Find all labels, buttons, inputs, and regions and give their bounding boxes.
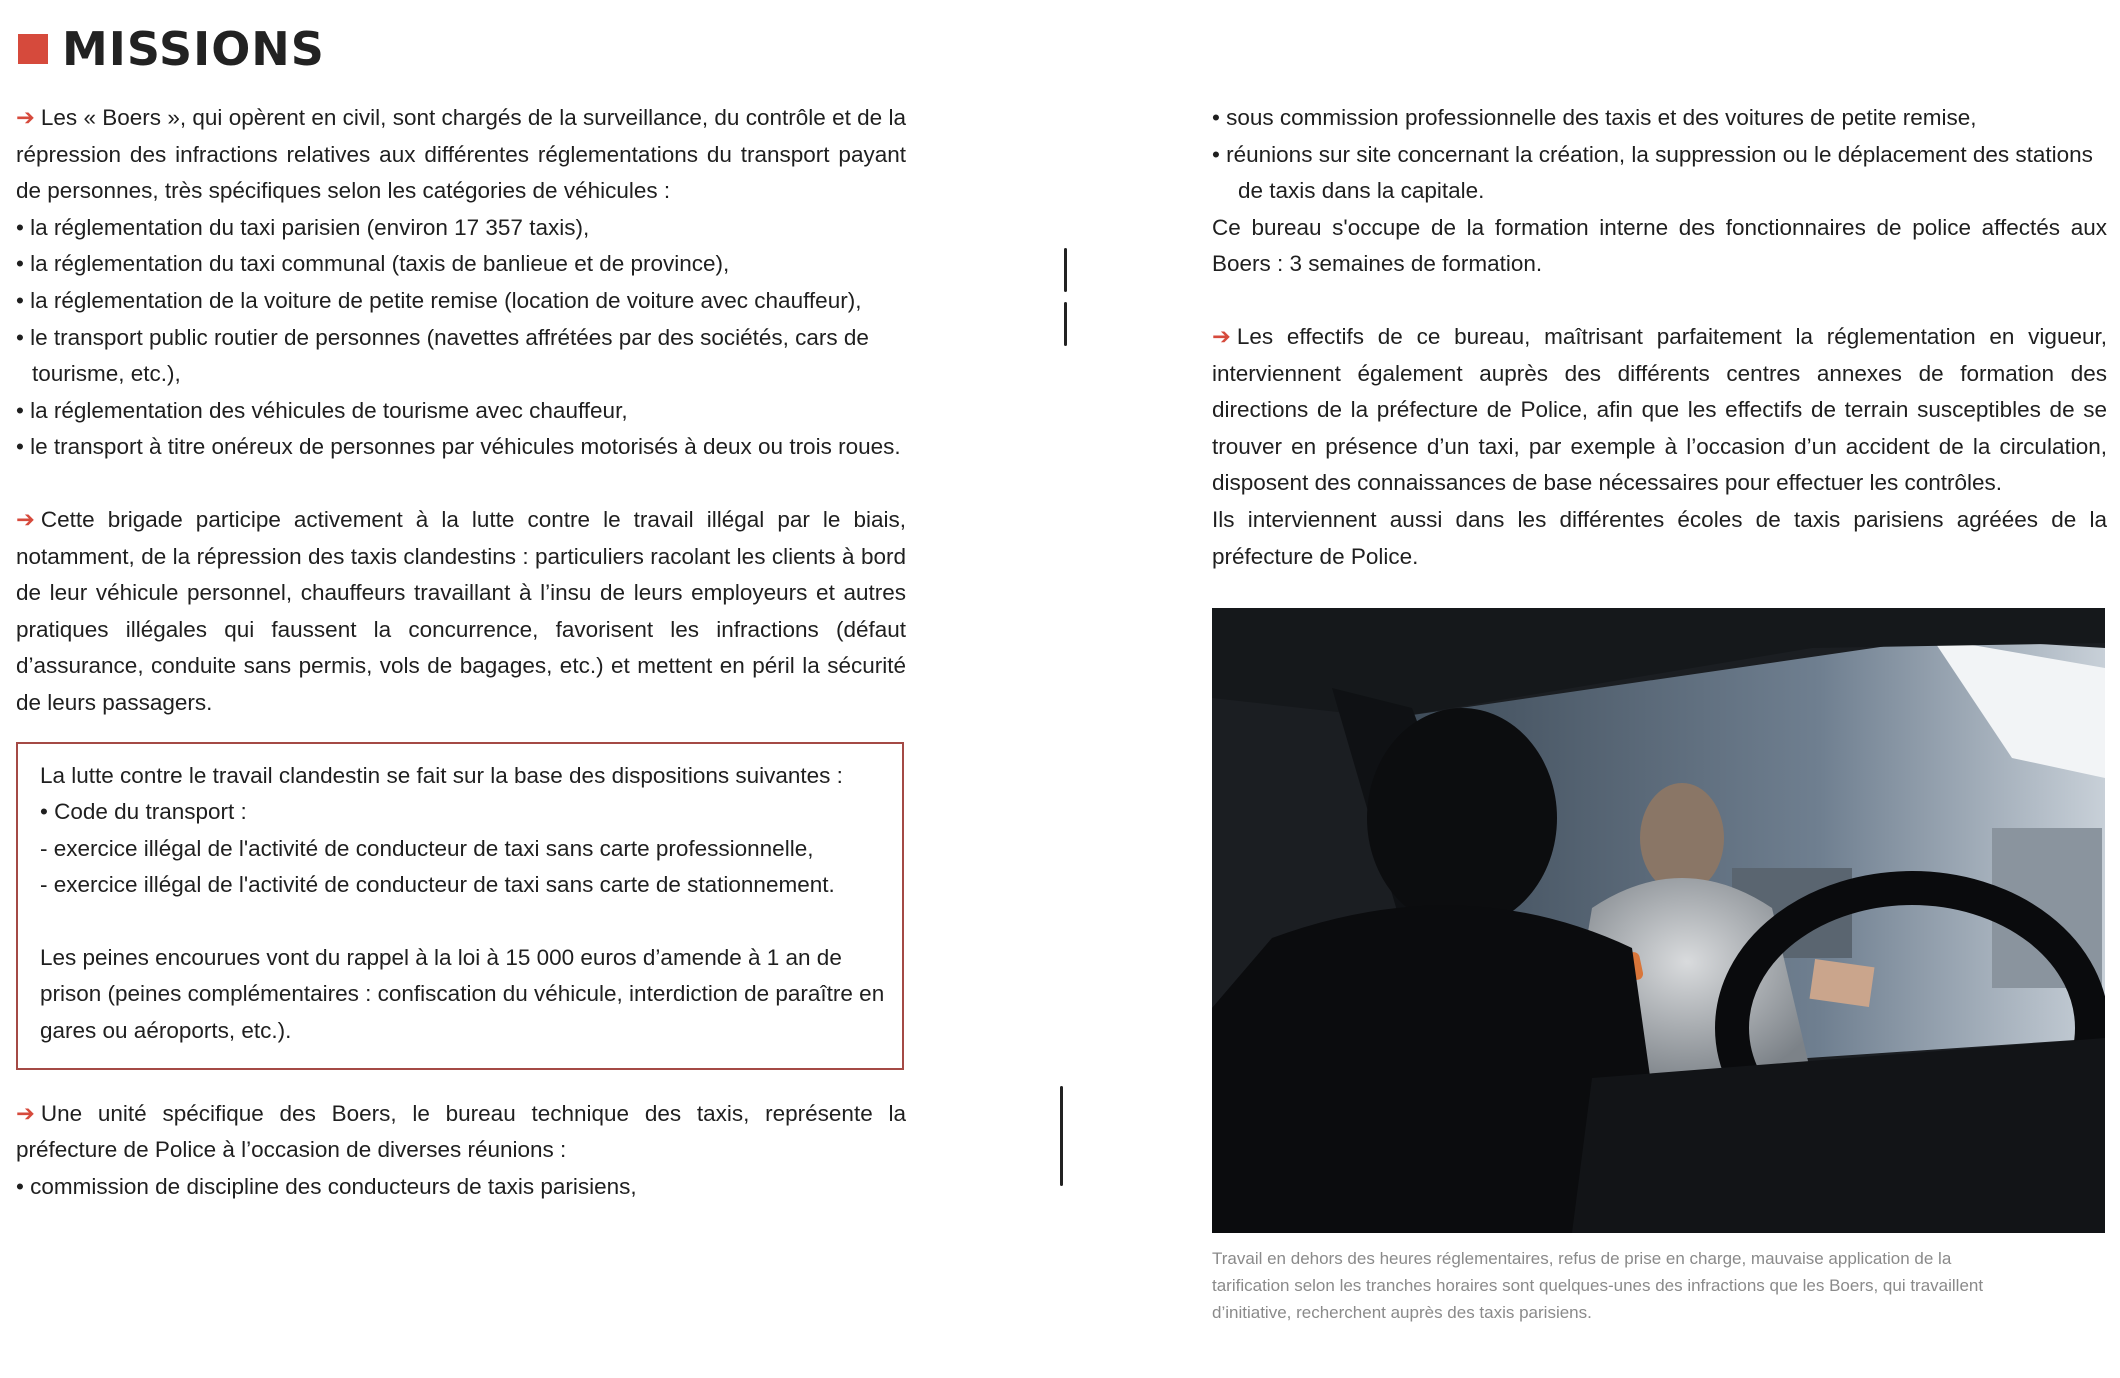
arrow-icon: ➔ <box>1212 323 1231 349</box>
list-item: • sous commission professionnelle des taxis et des voitures de petite remise, <box>1212 100 2107 137</box>
list-item: - exercice illégal de l'activité de conducteur de taxi sans carte professionnelle, <box>40 835 814 861</box>
title-square-icon <box>18 34 48 64</box>
box-penalties: Les peines encourues vont du rappel à la loi à 15 000 euros d’amende à 1 an de prison (peines complémentaires : confiscation du véhicule, interdiction de paraître en gares ou aéroports, etc.). <box>40 944 885 1044</box>
photo-caption: Travail en dehors des heures réglementaires, refus de prise en charge, mauvaise application de la tarification selon les tranches horaires sont quelques-unes des infractions que les Boers, qui travaillent d’initiative, recherchent auprès des taxis parisiens. <box>1212 1249 1984 1322</box>
margin-mark <box>1064 302 1067 346</box>
left-column <box>16 100 906 1205</box>
margin-mark <box>1064 248 1067 292</box>
intro-paragraph: ➔ Les « Boers », qui opèrent en civil, sont chargés de la surveillance, du contrôle et de la répression des infractions relatives aux différentes réglementations du transport payant de personnes, très spécifiques selon les catégories de véhicules : <box>16 105 906 204</box>
title-text: MISSIONS <box>62 22 325 76</box>
box-intro: La lutte contre le travail clandestin se fait sur la base des dispositions suivantes : <box>40 762 843 788</box>
list-item: • la réglementation du taxi communal (taxis de banlieue et de province), <box>16 246 906 283</box>
unit-paragraph: ➔ Une unité spécifique des Boers, le bureau technique des taxis, représente la préfecture de Police à l’occasion de diverses réunions : <box>16 1100 906 1163</box>
arrow-icon: ➔ <box>16 1100 35 1126</box>
meetings-list-right <box>1212 100 2107 210</box>
legal-box <box>16 742 904 1070</box>
list-item: • réunions sur site concernant la création, la suppression ou le déplacement des stations de taxis dans la capitale. <box>1212 137 2107 210</box>
arrow-icon: ➔ <box>16 506 35 532</box>
staff-paragraph: ➔ Les effectifs de ce bureau, maîtrisant parfaitement la réglementation en vigueur, interviennent également auprès des différents centres annexes de formation des directions de la préfecture de Police, afin que les effectifs de terrain susceptibles de se trouver en présence d’un taxi, par exemple à l’occasion d’un accident de la circulation, disposent des connaissances de base nécessaires pour effectuer les contrôles. <box>1212 323 2107 496</box>
offenses-list <box>40 831 886 904</box>
regulations-list <box>16 210 906 466</box>
page-title <box>18 22 325 76</box>
taxi-inspection-photo <box>1212 608 2105 1233</box>
list-item: • le transport à titre onéreux de personnes par véhicules motorisés à deux ou trois roues. <box>16 429 906 466</box>
list-item: • la réglementation de la voiture de petite remise (location de voiture avec chauffeur), <box>16 283 906 320</box>
list-item: • la réglementation des véhicules de tourisme avec chauffeur, <box>16 393 906 430</box>
list-item: • commission de discipline des conducteurs de taxis parisiens, <box>16 1169 906 1206</box>
training-paragraph: Ce bureau s'occupe de la formation interne des fonctionnaires de police affectés aux Boers : 3 semaines de formation. <box>1212 214 2107 277</box>
right-column <box>1212 100 2107 575</box>
schools-paragraph: Ils interviennent aussi dans les différentes écoles de taxis parisiens agréées de la préfecture de Police. <box>1212 506 2107 569</box>
brigade-paragraph: ➔ Cette brigade participe activement à la lutte contre le travail illégal par le biais, notamment, de la répression des taxis clandestins : particuliers racolant les clients à bord de leur véhicule personnel, chauffeurs travaillant à l’insu de leurs employeurs et autres pratiques illégales qui faussent la concurrence, favorisent les infractions (défaut d’assurance, conduite sans permis, vols de bagages, etc.) et mettent en péril la sécurité de leurs passagers. <box>16 506 906 715</box>
list-item: • la réglementation du taxi parisien (environ 17 357 taxis), <box>16 210 906 247</box>
list-item: - exercice illégal de l'activité de conducteur de taxi sans carte de stationnement. <box>40 872 835 898</box>
meetings-list-left <box>16 1169 906 1206</box>
margin-mark <box>1060 1086 1063 1186</box>
box-code-label: • Code du transport : <box>40 799 247 825</box>
list-item: • le transport public routier de personnes (navettes affrétées par des sociétés, cars de tourisme, etc.), <box>16 320 906 393</box>
arrow-icon: ➔ <box>16 105 35 130</box>
